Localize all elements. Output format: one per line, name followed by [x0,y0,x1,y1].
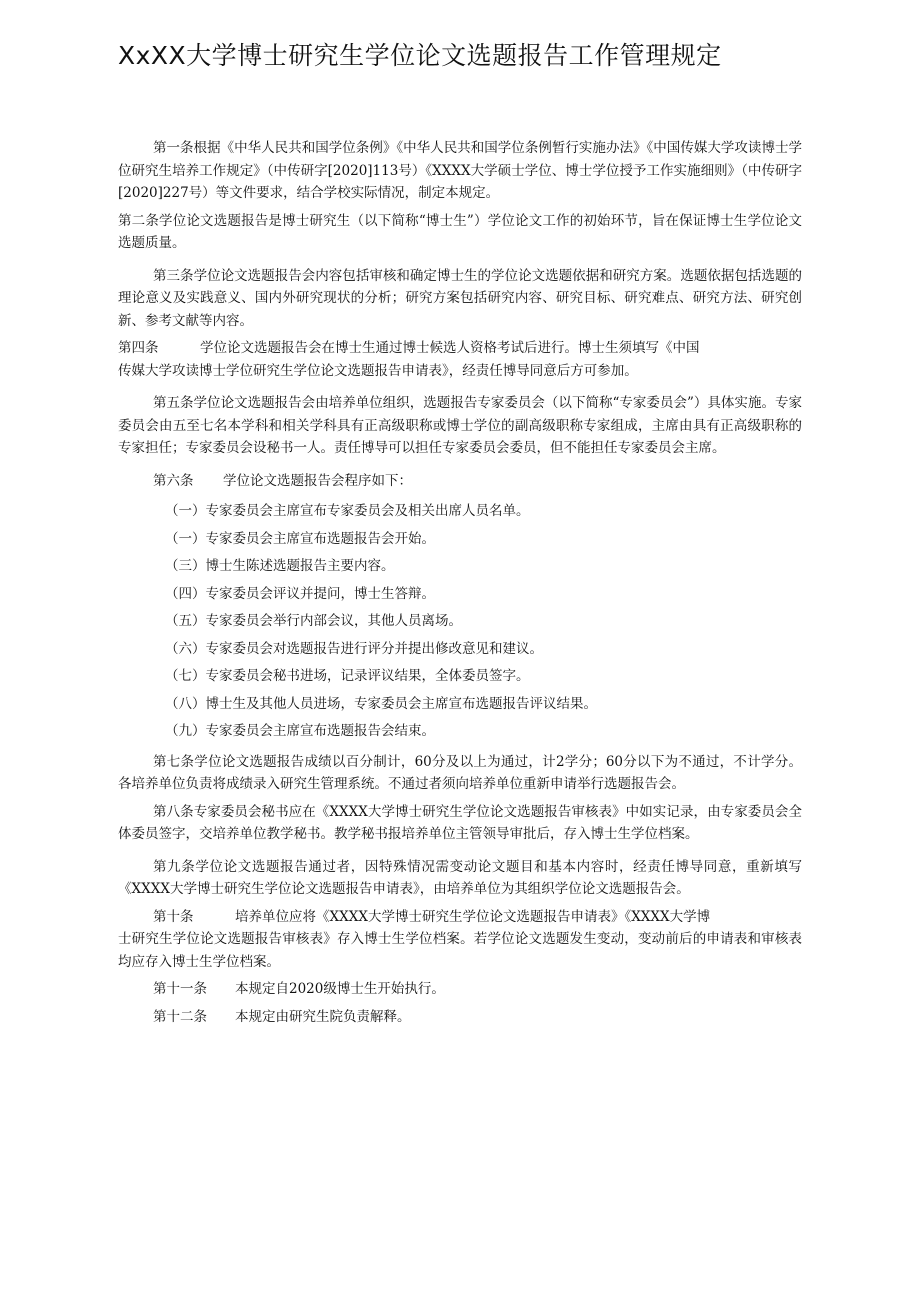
article-6-steps [118,498,802,746]
article-4-line-2: 传媒大学攻读博士学位研究生学位论文选题报告申请表》，经责任博导同意后方可参加。 [118,362,638,379]
article-8: 第八条专家委员会秘书应在《XXXX大学博士研究生学位论文选题报告审核表》中如实记录，由专家委员会全体委员签字，交培养单位教学秘书。教学秘书报培养单位主管领导审批后，存入博士生学位档案。 [118,803,802,842]
article-11-text: 本规定自2020级博士生开始执行。 [235,981,445,997]
article-4 [118,337,802,382]
step-item: （三）博士生陈述选题报告主要内容。 [165,558,395,574]
article-10-rest: 士研究生学位论文选题报告审核表》存入博士生学位档案。若学位论文选题发生变动，变动前后的申请表和审核表均应存入博士生学位档案。 [118,931,802,970]
article-12-text: 本规定由研究生院负责解释。 [235,1008,411,1025]
document-title: XxXX大学博士研究生学位论文选题报告工作管理规定 [118,41,722,70]
step-item: （八）博士生及其他人员进场，专家委员会主席宣布选题报告评议结果。 [165,695,597,712]
document-body [118,137,802,1028]
article-12 [118,1006,802,1029]
article-10 [118,906,802,974]
article-6-text: 学位论文选题报告会程序如下： [223,472,412,489]
article-3: 第三条学位论文选题报告会内容包括审核和确定博士生的学位论文选题依据和研究方案。选题依据包括选题的理论意义及实践意义、国内外研究现状的分析；研究方案包括研究内容、研究目标、研究难点、研究方法、研究创新、参考文献等内容。 [118,267,802,329]
article-12-label: 第十二条 [153,1008,207,1025]
step-item: （七）专家委员会秘书进场，记录评议结果，全体委员签字。 [165,668,530,684]
article-11 [118,978,802,1001]
step-item: （六）专家委员会对选题报告进行评分并提出修改意见和建议。 [165,640,543,657]
article-10-label: 第十条 [153,908,194,925]
article-7: 第七条学位论文选题报告成绩以百分制计，60分及以上为通过，计2学分；60分以下为不通过，不计学分。各培养单位负责将成绩录入研究生管理系统。不通过者须向培养单位重新申请举行选题报告会。 [118,753,802,792]
article-5: 第五条学位论文选题报告会由培养单位组织，选题报告专家委员会（以下简称“专家委员会”）具体实施。专家委员会由五至七名本学科和相关学科具有正高级职称或博士学位的副高级职称专家组成，主席由具有正高级职称的专家担任；专家委员会设秘书一人。责任博导可以担任专家委员会委员，但不能担任专家委员会主席。 [118,395,802,456]
article-6 [118,470,802,493]
article-6-label: 第六条 [153,472,194,489]
article-1: 第一条根据《中华人民共和国学位条例》《中华人民共和国学位条例暂行实施办法》《中国传媒大学攻读博士学位研究生培养工作规定》（中传研字[2020]113号）《XXXX大学硕士学位、博士学位授予工作实施细则》（中传研字[2020]227号）等文件要求，结合学校实际情况，制定本规定。 [118,140,802,201]
article-9: 第九条学位论文选题报告通过者，因特殊情况需变动论文题目和基本内容时，经责任博导同意，重新填写《XXXX大学博士研究生学位论文选题报告申请表》，由培养单位为其组织学位论文选题报告会。 [118,858,802,897]
article-4-label: 第四条 [118,340,159,356]
step-item: （四）专家委员会评议并提问，博士生答辩。 [165,585,435,602]
step-item: （五）专家委员会举行内部会议，其他人员离场。 [165,613,462,629]
step-item: （一）专家委员会主席宣布专家委员会及相关出席人员名单。 [165,503,530,519]
article-4-line-1: 学位论文选题报告会在博士生通过博士候选人资格考试后进行。博士生须填写《中国 [200,340,700,356]
article-11-label: 第十一条 [153,981,207,997]
step-item: （一）专家委员会主席宣布选题报告会开始。 [165,530,435,547]
article-2: 第二条学位论文选题报告是博士研究生（以下简称“博士生”）学位论文工作的初始环节，旨在保证博士生学位论文选题质量。 [118,212,802,251]
step-item: （九）专家委员会主席宣布选题报告会结束。 [165,723,435,739]
article-10-line-1: 培养单位应将《XXXX大学博士研究生学位论文选题报告申请表》《XXXX大学博 [235,908,711,925]
